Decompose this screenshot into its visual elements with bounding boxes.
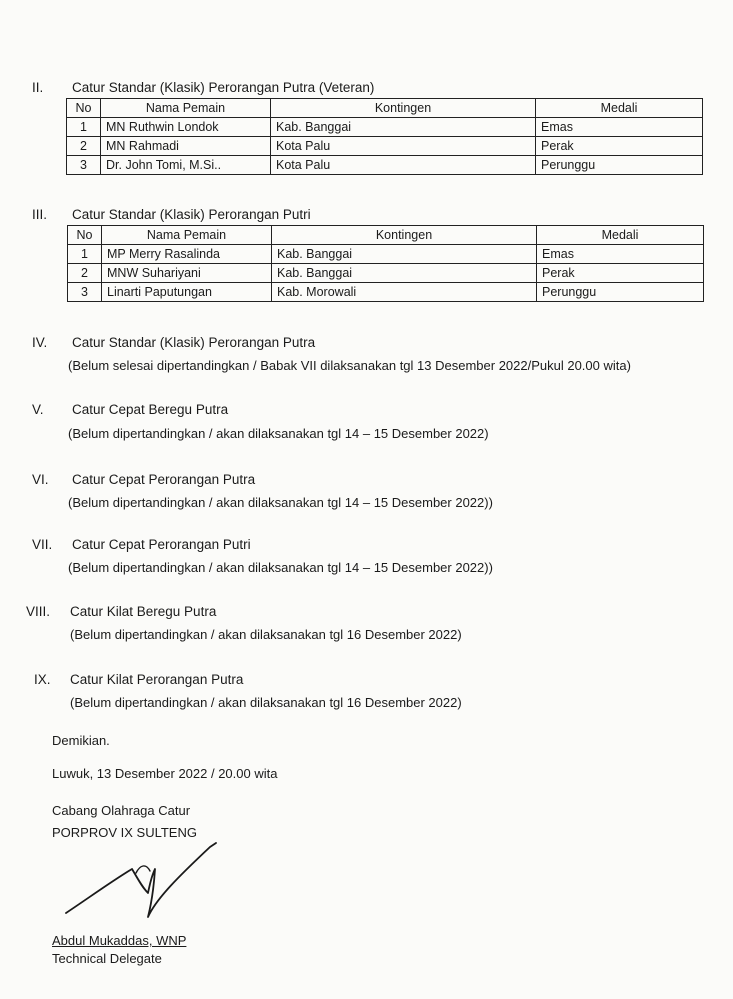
cell-no: 3 — [68, 283, 102, 302]
section-numeral: II. — [32, 80, 44, 95]
section-status-note: (Belum dipertandingkan / akan dilaksanakan tgl 14 – 15 Desember 2022)) — [68, 560, 493, 575]
signer-role: Technical Delegate — [52, 951, 162, 966]
table-row — [68, 283, 704, 302]
table-header-row — [68, 226, 704, 245]
section-status-note: (Belum dipertandingkan / akan dilaksanakan tgl 14 – 15 Desember 2022)) — [68, 495, 493, 510]
cell-player: MNW Suhariyani — [102, 264, 272, 283]
cell-player: Dr. John Tomi, M.Si.. — [101, 156, 271, 175]
section-title: Catur Cepat Beregu Putra — [72, 402, 229, 417]
cell-no: 3 — [67, 156, 101, 175]
cell-contingent: Kab. Morowali — [272, 283, 537, 302]
cell-contingent: Kota Palu — [271, 137, 536, 156]
header-medal: Medali — [536, 99, 703, 118]
header-player: Nama Pemain — [101, 99, 271, 118]
section-status-note: (Belum dipertandingkan / akan dilaksanakan tgl 16 Desember 2022) — [70, 695, 462, 710]
header-player: Nama Pemain — [102, 226, 272, 245]
section-numeral: VI. — [32, 472, 49, 487]
results-table-women — [67, 225, 704, 302]
cell-player: MN Rahmadi — [101, 137, 271, 156]
organization-line-2: PORPROV IX SULTENG — [52, 825, 197, 840]
section-title: Catur Kilat Beregu Putra — [70, 604, 217, 619]
cell-medal: Perunggu — [537, 283, 704, 302]
cell-contingent: Kab. Banggai — [271, 118, 536, 137]
header-no: No — [68, 226, 102, 245]
header-contingent: Kontingen — [272, 226, 537, 245]
cell-medal: Perak — [536, 137, 703, 156]
table-row — [67, 137, 703, 156]
cell-medal: Emas — [536, 118, 703, 137]
cell-medal: Emas — [537, 245, 704, 264]
section-status-note: (Belum dipertandingkan / akan dilaksanakan tgl 14 – 15 Desember 2022) — [68, 426, 489, 441]
section-title: Catur Cepat Perorangan Putra — [72, 472, 256, 487]
section-title: Catur Standar (Klasik) Perorangan Putri — [72, 207, 311, 222]
table-row — [67, 156, 703, 175]
section-numeral: IV. — [32, 335, 48, 350]
header-no: No — [67, 99, 101, 118]
signer-name: Abdul Mukaddas, WNP — [52, 933, 187, 948]
cell-no: 1 — [67, 118, 101, 137]
table-row — [68, 245, 704, 264]
cell-contingent: Kab. Banggai — [272, 245, 537, 264]
cell-contingent: Kota Palu — [271, 156, 536, 175]
cell-medal: Perak — [537, 264, 704, 283]
results-table-veteran — [66, 98, 703, 175]
section-status-note: (Belum selesai dipertandingkan / Babak VII dilaksanakan tgl 13 Desember 2022/Pukul 20.00 wita) — [68, 358, 631, 373]
section-numeral: VIII. — [26, 604, 51, 619]
section-title: Catur Standar (Klasik) Perorangan Putra — [72, 335, 316, 350]
cell-no: 2 — [67, 137, 101, 156]
organization-line-1: Cabang Olahraga Catur — [52, 803, 191, 818]
section-title: Catur Kilat Perorangan Putra — [70, 672, 244, 687]
salutation: Demikian. — [52, 733, 110, 748]
section-numeral: VII. — [32, 537, 53, 552]
section-numeral: V. — [32, 402, 44, 417]
cell-medal: Perunggu — [536, 156, 703, 175]
cell-player: Linarti Paputungan — [102, 283, 272, 302]
cell-no: 2 — [68, 264, 102, 283]
header-contingent: Kontingen — [271, 99, 536, 118]
section-title: Catur Cepat Perorangan Putri — [72, 537, 251, 552]
place-date: Luwuk, 13 Desember 2022 / 20.00 wita — [52, 766, 278, 781]
cell-player: MP Merry Rasalinda — [102, 245, 272, 264]
section-numeral: IX. — [34, 672, 51, 687]
table-row — [68, 264, 704, 283]
cell-contingent: Kab. Banggai — [272, 264, 537, 283]
section-numeral: III. — [32, 207, 48, 222]
signature-icon — [60, 835, 230, 935]
section-status-note: (Belum dipertandingkan / akan dilaksanakan tgl 16 Desember 2022) — [70, 627, 462, 642]
cell-no: 1 — [68, 245, 102, 264]
cell-player: MN Ruthwin Londok — [101, 118, 271, 137]
section-title: Catur Standar (Klasik) Perorangan Putra (Veteran) — [72, 80, 375, 95]
table-row — [67, 118, 703, 137]
table-header-row — [67, 99, 703, 118]
header-medal: Medali — [537, 226, 704, 245]
